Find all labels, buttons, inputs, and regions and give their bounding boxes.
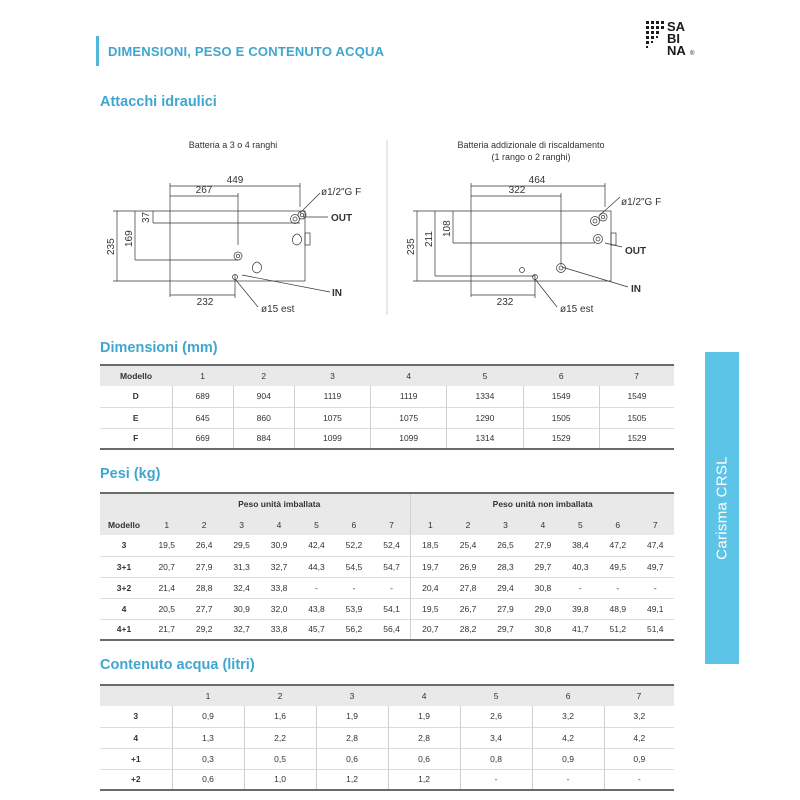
table-cell: - [532, 769, 604, 790]
table-cell: 29,5 [233, 540, 250, 551]
column-header: 1 [411, 514, 449, 535]
column-header: Modello [100, 365, 172, 386]
left-unit-body [170, 211, 305, 281]
table-cell: 40,3 [572, 561, 589, 572]
table-cell: 20,7 [158, 561, 175, 572]
table-row [100, 556, 674, 577]
column-header: 1 [172, 685, 244, 706]
left-dim-449: 449 [226, 175, 244, 186]
table-cell: 860 [233, 407, 294, 428]
table-head [100, 493, 674, 535]
left-dim-232: 232 [196, 297, 214, 308]
table-cell: 29,7 [534, 561, 552, 572]
table-cell: 49,1 [646, 603, 664, 614]
table-cell: 47,2 [609, 540, 627, 551]
header-accent-bar [96, 36, 99, 66]
table-cell: 1075 [294, 407, 370, 428]
table-cell: 20,4 [411, 577, 449, 598]
column-header: 7 [373, 514, 411, 535]
page-title: DIMENSIONI, PESO E CONTENUTO ACQUA [108, 44, 385, 59]
table-cell: 29,0 [534, 603, 552, 614]
table-cell: 20,5 [158, 603, 175, 614]
table-row [100, 386, 674, 407]
table-cell: 47,4 [646, 540, 664, 551]
dimensioni-table [100, 364, 674, 450]
table-cell: 31,3 [233, 561, 250, 572]
left-unit-tab [305, 233, 310, 245]
right-diagram-caption-1: Batteria addizionale di riscaldamento [457, 140, 605, 150]
right-out-label: OUT [625, 246, 647, 257]
table-cell: 0,6 [316, 748, 388, 769]
table-cell: 51,4 [646, 624, 664, 635]
table-cell: 645 [172, 407, 233, 428]
section-title-contenuto: Contenuto acqua (litri) [100, 657, 255, 673]
row-label: 4 [133, 732, 139, 743]
table-cell: 27,9 [534, 540, 552, 551]
table-cell: 18,5 [411, 535, 449, 556]
row-label: 4 [121, 603, 127, 614]
table-cell: 56,2 [345, 624, 363, 635]
table-cell: 2,8 [316, 727, 388, 748]
logo-line-2: BI [667, 31, 680, 46]
table-cell: 1529 [599, 428, 674, 449]
row-label: 3 [133, 711, 139, 722]
column-header: 4 [371, 365, 447, 386]
row-label: 3+2 [116, 582, 132, 593]
table-cell: 54,5 [345, 561, 363, 572]
row-label: 3+1 [116, 561, 132, 572]
row-label: F [133, 433, 139, 444]
table-cell: 32,7 [233, 624, 250, 635]
right-diagram-caption-2: (1 rango o 2 ranghi) [491, 152, 571, 162]
table-cell: 1505 [523, 407, 599, 428]
column-header: 5 [562, 514, 599, 535]
table-row [100, 727, 674, 748]
table-cell: 26,7 [459, 603, 477, 614]
table-cell: 30,8 [534, 624, 552, 635]
table-cell: 28,3 [497, 561, 514, 572]
table-cell: 54,7 [383, 561, 400, 572]
table-cell: 42,4 [308, 540, 325, 551]
header-row [100, 514, 674, 535]
table-cell: 1,6 [244, 706, 316, 727]
left-est-label: ø15 est [261, 304, 295, 315]
left-dim-37: 37 [141, 211, 152, 223]
section-title-attacchi: Attacchi idraulici [100, 94, 217, 110]
table-cell: 30,8 [534, 582, 552, 593]
table-cell: 689 [172, 386, 233, 407]
column-header: 4 [388, 685, 460, 706]
table-cell: 32,0 [270, 603, 288, 614]
column-header: 2 [233, 365, 294, 386]
left-diagram-caption: Batteria a 3 o 4 ranghi [188, 140, 278, 150]
column-header: 6 [335, 514, 372, 535]
table-cell: 29,7 [497, 624, 514, 635]
sabiana-logo [645, 18, 715, 58]
table-cell: 19,5 [158, 540, 175, 551]
table-cell: 2,8 [388, 727, 460, 748]
table-head [100, 685, 674, 706]
table-cell: 1549 [599, 386, 674, 407]
table-cell: 26,4 [195, 540, 213, 551]
table-cell: 0,6 [388, 748, 460, 769]
table-cell: 1,3 [172, 727, 244, 748]
table-cell: 21,4 [158, 582, 175, 593]
group-header-row [100, 493, 674, 514]
table-cell: 44,3 [308, 561, 325, 572]
table-cell: 30,9 [233, 603, 250, 614]
table-cell: 38,4 [572, 540, 589, 551]
table-cell: - [653, 582, 657, 593]
table-cell: 3,2 [604, 706, 674, 727]
column-header: 5 [447, 365, 523, 386]
row-label: +1 [130, 753, 141, 764]
table-body [100, 386, 674, 449]
column-header: 7 [637, 514, 675, 535]
table-cell: - [616, 582, 620, 593]
table-cell: 27,9 [195, 561, 213, 572]
table-cell: - [352, 582, 356, 593]
table-cell: 54,1 [383, 603, 400, 614]
table-cell: 1505 [599, 407, 674, 428]
table-cell: 51,2 [609, 624, 627, 635]
logo-line-1: SA [667, 19, 686, 34]
right-dim-322: 322 [508, 185, 526, 196]
table-cell: 1119 [294, 386, 370, 407]
table-cell: 26,5 [497, 540, 514, 551]
logo-line-3: NA [667, 43, 686, 58]
table-cell: 1290 [447, 407, 523, 428]
column-header: 3 [316, 685, 388, 706]
left-dim-235: 235 [106, 238, 117, 255]
table-cell: 33,8 [270, 582, 288, 593]
hydraulic-connections-diagram [95, 135, 695, 320]
table-cell: 19,5 [411, 598, 449, 619]
table-cell: 0,3 [172, 748, 244, 769]
table-row [100, 535, 674, 556]
table-cell: 4,2 [604, 727, 674, 748]
left-dim-169: 169 [124, 230, 135, 247]
table-cell: 3,4 [460, 727, 532, 748]
table-cell: - [315, 582, 318, 593]
column-header: 5 [298, 514, 335, 535]
header-row [100, 685, 674, 706]
table-body [100, 706, 674, 790]
table-cell: 32,4 [233, 582, 250, 593]
contenuto-table [100, 684, 674, 791]
table-cell: 0,6 [172, 769, 244, 790]
table-cell: 1,0 [244, 769, 316, 790]
table-cell: 53,9 [345, 603, 363, 614]
row-label: E [132, 412, 139, 423]
column-header: 1 [172, 365, 233, 386]
column-header: 2 [185, 514, 222, 535]
table-cell: 32,7 [270, 561, 288, 572]
table-cell: 1119 [371, 386, 447, 407]
table-cell: 2,6 [460, 706, 532, 727]
table-cell: 20,7 [411, 619, 449, 640]
column-header: 7 [604, 685, 674, 706]
table-cell: 28,8 [195, 582, 213, 593]
pesi-table [100, 492, 674, 641]
table-row [100, 706, 674, 727]
table-row [100, 769, 674, 790]
column-header: Modello [100, 514, 148, 535]
column-header: 2 [449, 514, 486, 535]
table-row [100, 598, 674, 619]
table-cell: 1314 [447, 428, 523, 449]
table-cell: 25,4 [459, 540, 477, 551]
table-cell: - [390, 582, 393, 593]
right-in-label: IN [631, 284, 641, 295]
table-cell: 29,4 [497, 582, 514, 593]
row-label: +2 [130, 774, 141, 785]
table-cell: 33,8 [270, 624, 288, 635]
table-cell: 41,7 [572, 624, 589, 635]
table-cell: 1,2 [316, 769, 388, 790]
table-cell: 52,2 [345, 540, 363, 551]
right-dim-108: 108 [442, 220, 453, 237]
table-cell: 3,2 [532, 706, 604, 727]
table-cell: 0,5 [244, 748, 316, 769]
table-cell: 56,4 [383, 624, 400, 635]
row-label: 4+1 [116, 624, 132, 635]
table-cell: - [460, 769, 532, 790]
table-cell: 1075 [371, 407, 447, 428]
table-cell: 21,7 [158, 624, 175, 635]
left-out-label: OUT [331, 213, 353, 224]
section-title-dimensioni: Dimensioni (mm) [100, 340, 218, 356]
table-cell: 669 [172, 428, 233, 449]
right-dim-232: 232 [496, 297, 514, 308]
column-header: 4 [524, 514, 561, 535]
table-cell: 49,5 [609, 561, 627, 572]
table-cell: - [578, 582, 582, 593]
right-dim-235: 235 [406, 238, 417, 255]
table-cell: 39,8 [572, 603, 589, 614]
table-cell: 48,9 [609, 603, 627, 614]
group-header-imballata: Peso unità imballata [148, 493, 411, 514]
table-cell: 45,7 [308, 624, 325, 635]
table-cell: 0,8 [460, 748, 532, 769]
column-header: 4 [260, 514, 297, 535]
column-header: 5 [460, 685, 532, 706]
column-header: 3 [294, 365, 370, 386]
right-dim-464: 464 [528, 175, 546, 186]
table-cell: 43,8 [308, 603, 325, 614]
table-cell: 1099 [294, 428, 370, 449]
table-cell: 0,9 [532, 748, 604, 769]
right-unit-tab [611, 233, 616, 245]
table-cell: 27,9 [497, 603, 514, 614]
side-product-label: Carisma CRSL [713, 456, 731, 560]
table-row [100, 407, 674, 428]
table-cell: 1,9 [388, 706, 460, 727]
row-label: 3 [121, 540, 127, 551]
table-cell: 1,2 [388, 769, 460, 790]
right-est-label: ø15 est [560, 304, 594, 315]
column-header: 1 [148, 514, 185, 535]
column-header: 6 [523, 365, 599, 386]
left-in-label: IN [332, 288, 342, 299]
group-header-non-imballata: Peso unità non imballata [411, 493, 674, 514]
column-header [100, 685, 172, 706]
table-row [100, 428, 674, 449]
table-row [100, 748, 674, 769]
table-cell: 0,9 [172, 706, 244, 727]
table-head [100, 365, 674, 386]
right-conn-size: ø1/2"G F [621, 197, 662, 208]
table-cell: 30,9 [270, 540, 288, 551]
header-row [100, 365, 674, 386]
table-cell: 1334 [447, 386, 523, 407]
table-row [100, 619, 674, 640]
right-dim-211: 211 [424, 231, 435, 247]
table-cell: 0,9 [604, 748, 674, 769]
table-cell: 29,2 [195, 624, 213, 635]
table-cell: - [604, 769, 674, 790]
column-header: 2 [244, 685, 316, 706]
group-header-blank [100, 493, 148, 514]
table-cell: 2,2 [244, 727, 316, 748]
table-cell: 19,7 [411, 556, 449, 577]
logo-registered-mark: ® [690, 51, 695, 57]
left-dim-267: 267 [195, 185, 213, 196]
table-cell: 884 [233, 428, 294, 449]
table-cell: 1099 [371, 428, 447, 449]
column-header: 3 [223, 514, 260, 535]
table-cell: 904 [233, 386, 294, 407]
table-cell: 27,8 [459, 582, 477, 593]
table-row [100, 577, 674, 598]
table-body [100, 535, 674, 640]
column-header: 6 [599, 514, 636, 535]
table-cell: 1,9 [316, 706, 388, 727]
table-cell: 1549 [523, 386, 599, 407]
row-label: D [132, 391, 139, 402]
column-header: 6 [532, 685, 604, 706]
section-title-pesi: Pesi (kg) [100, 466, 161, 482]
table-cell: 28,2 [459, 624, 477, 635]
right-unit-body [471, 211, 611, 281]
table-cell: 52,4 [383, 540, 400, 551]
column-header: 3 [487, 514, 524, 535]
table-cell: 4,2 [532, 727, 604, 748]
table-cell: 1529 [523, 428, 599, 449]
table-cell: 26,9 [459, 561, 477, 572]
column-header: 7 [599, 365, 674, 386]
table-cell: 27,7 [195, 603, 213, 614]
table-cell: 49,7 [646, 561, 664, 572]
left-conn-size: ø1/2"G F [321, 187, 362, 198]
